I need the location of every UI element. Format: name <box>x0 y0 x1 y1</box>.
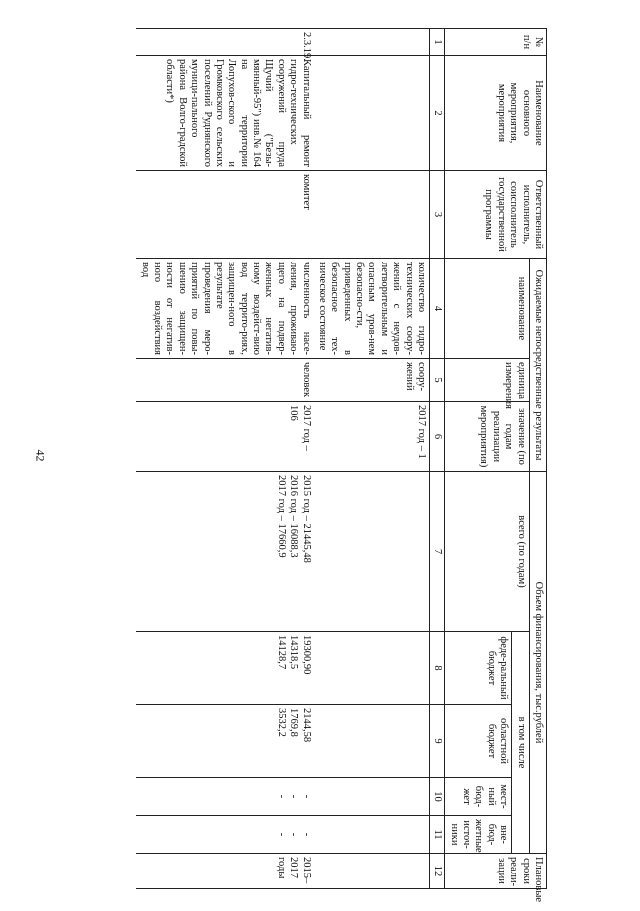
header-number: № п/н <box>445 29 547 56</box>
funding-extra-year: - <box>300 832 312 837</box>
activity-name: Капитальный ремонт гидро-технических сооружений пруда Щучий ("Безы-мянный-95") инв.№ 164 на территории Лопухов-ского и Громковского сельских поселений Руднянского муници-пального района Волго-градской области*) <box>136 56 313 171</box>
header-expected-results: Ожидаемые непосредственные результаты <box>529 259 546 472</box>
header-activity-name: Наименование основного мероприятия, мероприятия <box>445 56 547 171</box>
header-local: мест-ный бюд-жет <box>445 778 512 816</box>
header-value: значение (по годам реализации мероприятия) <box>445 402 529 472</box>
funding-extra <box>136 816 313 854</box>
funding-local-year: - <box>288 794 300 799</box>
header-plan-period: Плановые сроки реали-зации <box>445 854 547 889</box>
header-funding: Объем финансирования, тыс.рублей <box>529 472 546 854</box>
header-including: в том числе <box>512 632 529 854</box>
row-number: 2.3.19. <box>136 29 313 56</box>
header-federal: феде-ральный бюджет <box>445 632 512 705</box>
funding-local-year: - <box>300 794 312 799</box>
funding-regional-year: 3532,2 <box>275 708 287 737</box>
header-unit: единица измерения <box>445 359 529 402</box>
funding-regional-year: 1769,8 <box>288 708 300 737</box>
column-number: 10 <box>430 778 445 816</box>
indicator-unit: человек <box>136 359 313 402</box>
column-number: 3 <box>430 171 445 259</box>
table-row-continuation <box>314 29 430 889</box>
program-table <box>136 28 547 903</box>
header-indicator-name: наименование <box>445 259 529 359</box>
column-number: 1 <box>430 29 445 56</box>
column-number: 5 <box>430 359 445 402</box>
column-number-row <box>430 29 445 889</box>
funding-federal-year: 14128,7 <box>275 635 287 670</box>
funding-federal <box>136 632 313 705</box>
header-extra: вне-бюд-жетные источ-ники <box>445 816 512 854</box>
funding-total-year: 2017 год – 17660,9 <box>275 475 287 558</box>
funding-federal-year: 14318,5 <box>288 635 300 670</box>
plan-period: 2015– 2017 годы <box>136 854 313 889</box>
funding-extra-year: - <box>275 832 287 837</box>
header-total: всего (по годам) <box>445 472 529 632</box>
column-number: 12 <box>430 854 445 889</box>
funding-total-year: 2016 год – 16088,3 <box>288 475 300 558</box>
page-number: 42 <box>33 449 48 462</box>
indicator-value: 2017 год – 1 <box>314 402 430 472</box>
indicator-value: 2017 год – 106 <box>136 402 313 472</box>
column-number: 6 <box>430 402 445 472</box>
table-row <box>136 29 313 889</box>
column-number: 4 <box>430 259 445 359</box>
column-number: 11 <box>430 816 445 854</box>
header-executor: Ответственный исполнитель, соисполнитель государственной программы <box>445 171 547 259</box>
funding-total-year: 2015 год – 21445,48 <box>300 475 312 563</box>
column-number: 7 <box>430 472 445 632</box>
column-number: 9 <box>430 705 445 778</box>
funding-regional-year: 2144,58 <box>300 708 312 743</box>
funding-regional <box>136 705 313 778</box>
funding-federal-year: 19300,90 <box>300 635 312 675</box>
column-number: 2 <box>430 56 445 171</box>
executor: комитет <box>136 171 313 259</box>
funding-extra-year: - <box>288 832 300 837</box>
column-number: 8 <box>430 632 445 705</box>
indicator-name: численность насе-ления, проживаю-щего на подвер-женных негатив-ному воздейст-вию вод террито-риях, защищен-ного в результате проведения меро-приятий по повы-шению защищен-ности от негатив-ного воздействия вод <box>136 259 313 359</box>
header-regional: областной бюджет <box>445 705 512 778</box>
indicator-unit: соору-жений <box>314 359 430 402</box>
funding-local <box>136 778 313 816</box>
funding-local-year: - <box>275 794 287 799</box>
funding-total <box>136 472 313 632</box>
indicator-name: количество гидро-технических соору-жений с неудов-летворительным и опасным уров-нем безопасно-сти, приведенных в безопасное тех-ническое состояние <box>314 259 430 359</box>
